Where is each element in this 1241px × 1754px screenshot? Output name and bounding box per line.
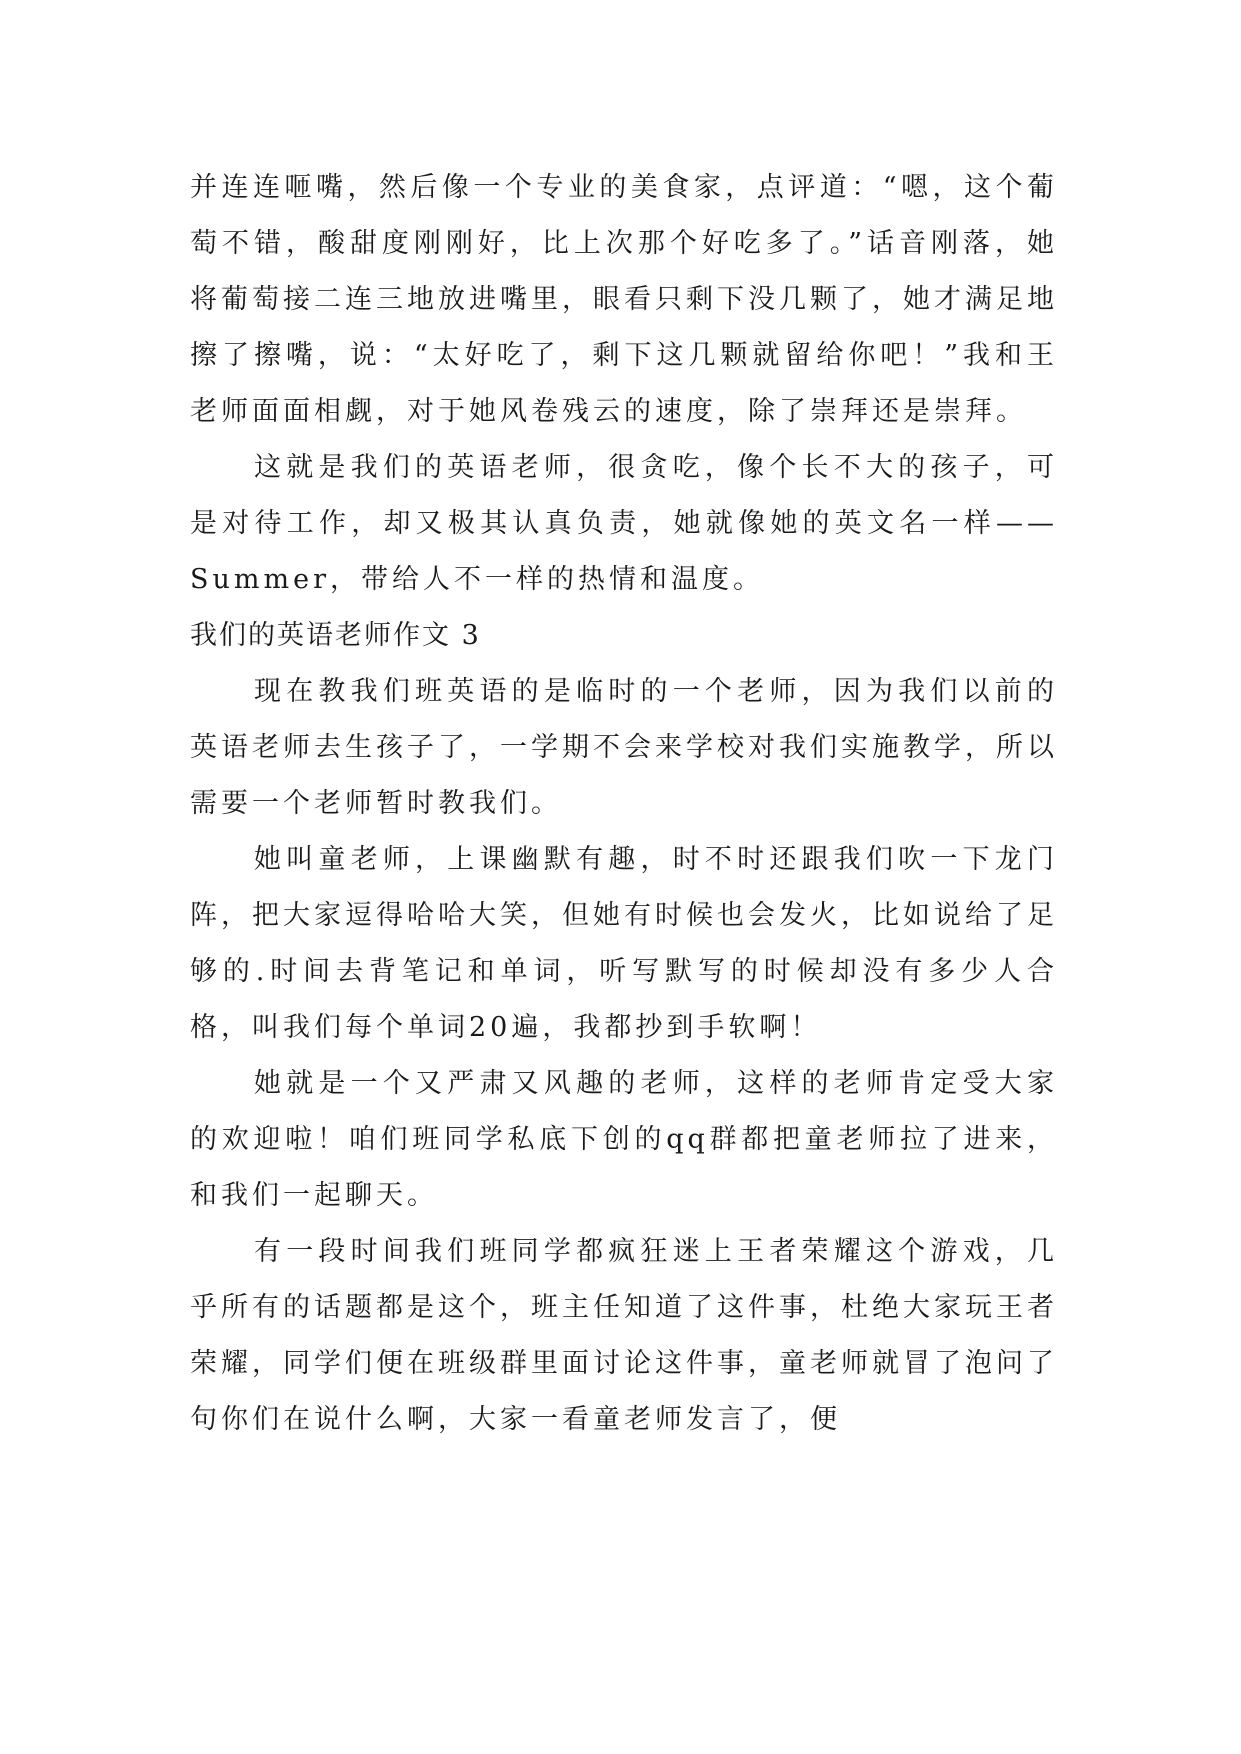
paragraph: 她就是一个又严肃又风趣的老师，这样的老师肯定受大家的欢迎啦！咱们班同学私底下创的qq群都把童老师拉了进来，和我们一起聊天。 (190, 1068, 1058, 1211)
paragraph: 有一段时间我们班同学都疯狂迷上王者荣耀这个游戏，几乎所有的话题都是这个，班主任知道了这件事，杜绝大家玩王者荣耀，同学们便在班级群里面讨论这件事，童老师就冒了泡问了句你们在说什么啊，大家一看童老师发言了，便 (190, 1236, 1058, 1435)
paragraph: 现在教我们班英语的是临时的一个老师，因为我们以前的英语老师去生孩子了，一学期不会来学校对我们实施教学，所以需要一个老师暂时教我们。 (190, 676, 1058, 819)
section-heading: 我们的英语老师作文 3 (190, 620, 481, 651)
document-body (190, 160, 1058, 1448)
paragraph: 她叫童老师，上课幽默有趣，时不时还跟我们吹一下龙门阵，把大家逗得哈哈大笑，但她有时候也会发火，比如说给了足够的.时间去背笔记和单词，听写默写的时候却没有多少人合格，叫我们每个单词20遍，我都抄到手软啊！ (190, 844, 1058, 1043)
paragraph-continuation: 并连连咂嘴，然后像一个专业的美食家，点评道：“嗯，这个葡萄不错，酸甜度刚刚好，比上次那个好吃多了。”话音刚落，她将葡萄接二连三地放进嘴里，眼看只剩下没几颗了，她才满足地擦了擦嘴，说：“太好吃了，剩下这几颗就留给你吧！”我和王老师面面相觑，对于她风卷残云的速度，除了崇拜还是崇拜。 (190, 172, 1058, 427)
paragraph: 这就是我们的英语老师，很贪吃，像个长不大的孩子，可是对待工作，却又极其认真负责，她就像她的英文名一样——Summer，带给人不一样的热情和温度。 (190, 452, 1058, 595)
